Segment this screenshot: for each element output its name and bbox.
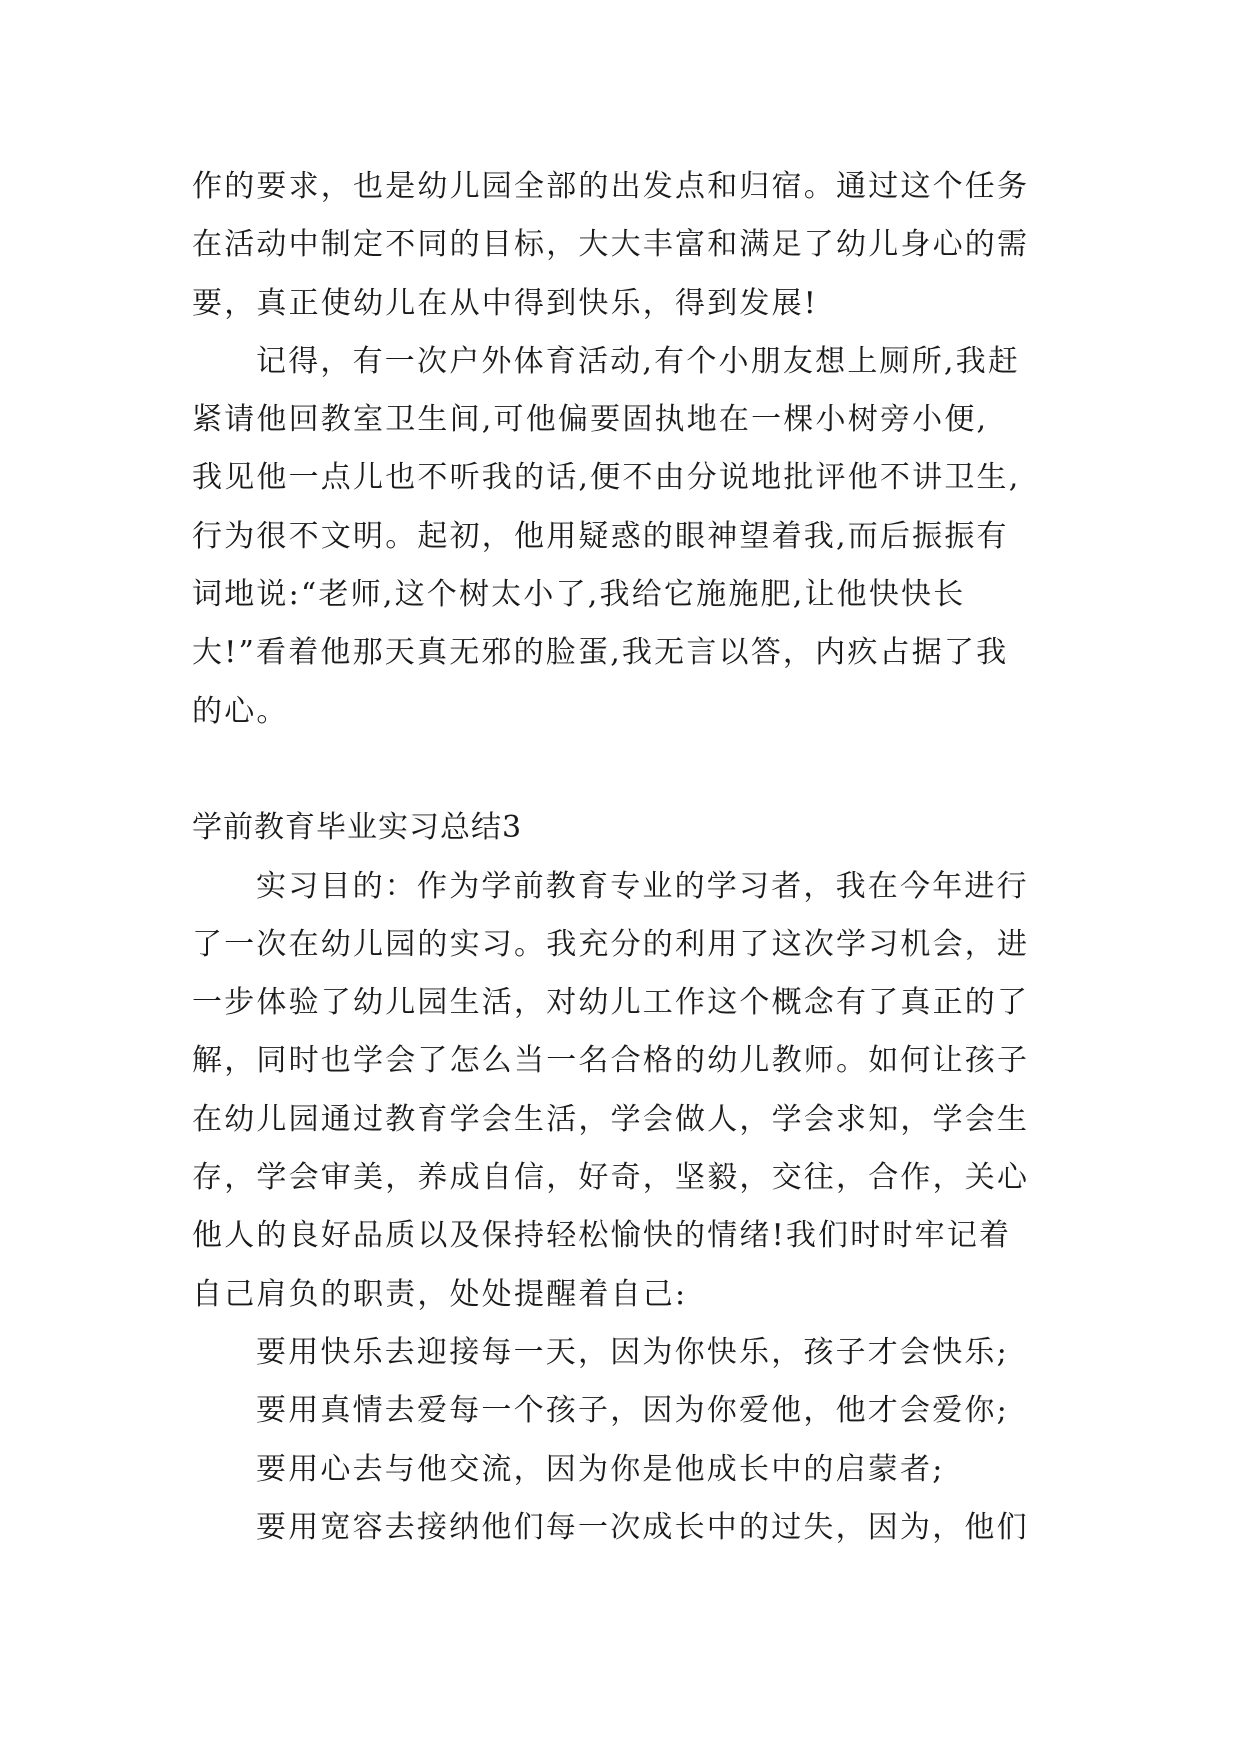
text-line: 了一次在幼儿园的实习。我充分的利用了这次学习机会，进: [192, 926, 1030, 962]
text-line: 我见他一点儿也不听我的话,便不由分说地批评他不讲卫生,: [192, 460, 1021, 496]
text-line: 他人的良好品质以及保持轻松愉快的情绪!我们时时牢记着: [192, 1218, 1012, 1254]
text-line: 紧请他回教室卫生间,可他偏要固执地在一棵小树旁小便,: [192, 402, 989, 438]
maxim-line: 要用真情去爱每一个孩子，因为你爱他，他才会爱你;: [256, 1393, 1009, 1429]
text-line: 记得，有一次户外体育活动,有个小朋友想上厕所,我赶: [256, 343, 1021, 379]
paragraph-story: [192, 333, 1054, 741]
text-line: 词地说:“老师,这个树太小了,我给它施施肥,让他快快长: [192, 577, 966, 613]
text-line: 存，学会审美，养成自信，好奇，坚毅，交往，合作，关心: [192, 1160, 1030, 1196]
text-line: 在幼儿园通过教育学会生活，学会做人，学会求知，学会生: [192, 1101, 1030, 1137]
maxim-line: 要用心去与他交流，因为你是他成长中的启蒙者;: [256, 1451, 945, 1487]
maxim-line: 要用宽容去接纳他们每一次成长中的过失，因为，他们: [256, 1509, 1029, 1545]
text-line: 在活动中制定不同的目标，大大丰富和满足了幼儿身心的需: [192, 227, 1030, 263]
maxims-list: [192, 1324, 1054, 1557]
text-line: 一步体验了幼儿园生活，对幼儿工作这个概念有了真正的了: [192, 985, 1030, 1021]
paragraph-purpose: [192, 858, 1054, 1324]
text-line: 要，真正使幼儿在从中得到快乐，得到发展!: [192, 285, 819, 321]
text-line: 行为很不文明。起初，他用疑惑的眼神望着我,而后振振有: [192, 518, 1009, 554]
paragraph-section-2-tail: [192, 158, 1054, 333]
text-line: 自己肩负的职责，处处提醒着自己:: [192, 1276, 688, 1312]
text-line: 作的要求，也是幼儿园全部的出发点和归宿。通过这个任务: [192, 169, 1030, 204]
text-line: 解，同时也学会了怎么当一名合格的幼儿教师。如何让孩子: [192, 1043, 1030, 1079]
text-line: 大!”看着他那天真无邪的脸蛋,我无言以答，内疚占据了我: [192, 635, 1009, 671]
maxim-line: 要用快乐去迎接每一天，因为你快乐，孩子才会快乐;: [256, 1334, 1009, 1370]
text-line: 的心。: [192, 693, 289, 729]
text-line: 实习目的：作为学前教育专业的学习者，我在今年进行: [256, 868, 1029, 904]
document-body: [192, 158, 1054, 1557]
paragraph-gap: [192, 741, 1054, 799]
section-heading: 学前教育毕业实习总结3: [192, 810, 523, 846]
